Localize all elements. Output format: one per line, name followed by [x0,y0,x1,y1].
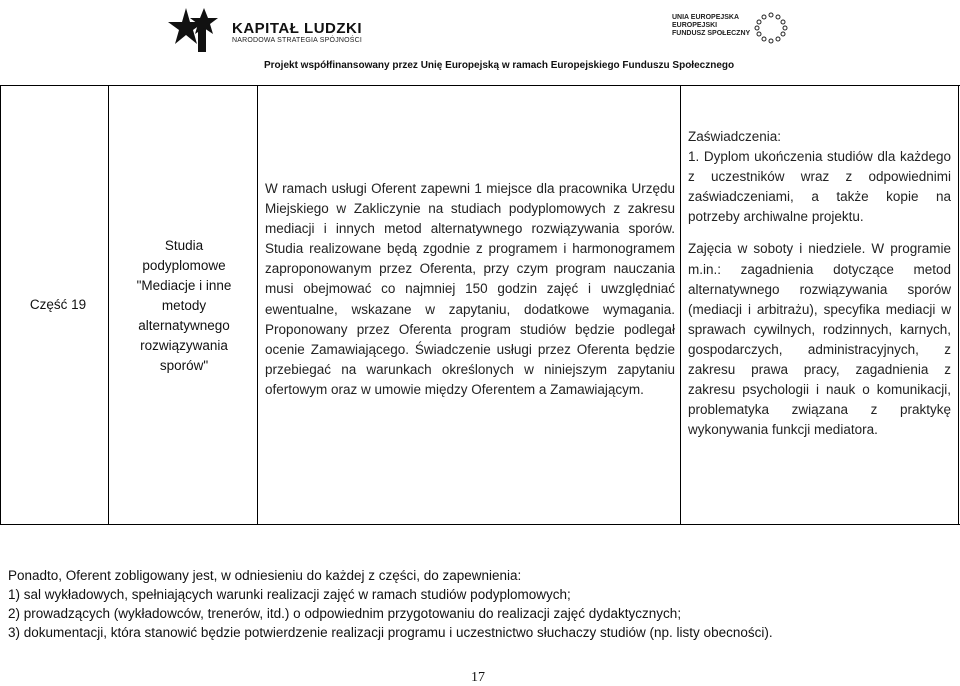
cofinancing-note: Projekt współfinansowany przez Unię Europejską w ramach Europejskiego Funduszu Społecznego [264,60,735,71]
table-divider-2 [257,85,258,525]
table-border-left [0,85,1,525]
obligation-item: 1) sal wykładowych, spełniających warunki realizacji zajęć w ramach studiów podyplomowych; [8,587,571,602]
eu-line-2: EUROPEJSKI [672,22,718,29]
page-header [0,0,960,80]
certificates-text: 1. Dyplom ukończenia studiów dla każdego z uczestników wraz z odpowiednimi zaświadczeniami, a także kopie na potrzeby archiwalne projektu. [688,149,951,225]
table-border-bottom [0,524,960,525]
service-description: W ramach usługi Oferent zapewni 1 miejsce dla pracownika Urzędu Miejskiego w Zakliczynie na studiach podyplomowych z zakresu mediacji i innych metod alternatywnego rozwiązywania sporów. Studia realizowane będą zgodnie z programem i harmonogramem zaproponowanym przez Oferenta, przy czym program nauczania musi obejmować co najmniej 150 godzin zajęć i uwzględniać ewentualne, wskazane w zapytaniu, dodatkowe wymagania. Proponowany przez Oferenta program studiów będzie podlegał ocenie Zamawiającego. Świadczenie usługi przez Oferenta będzie przebiegać na warunkach określonych w niniejszym zapytaniu ofertowym oraz w umowie między Oferentem a Zamawiającym. [265,181,675,397]
requirements-cell [688,127,951,440]
table-divider-3 [680,85,681,525]
eu-line-3: FUNDUSZ SPOŁECZNY [672,30,751,37]
schedule-text: Zajęcia w soboty i niedziele. W programie m.in.: zagadnienia dotyczące metod alternatywnego rozwiązywania sporów (mediacji i arbitrażu), specyfika mediacji w sprawach cywilnych, rodzinnych, karnych, gospodarczych, administracyjnych, z zakresu prawa pracy, zagadnienia z zakresu psychologii i nauk o komunikacji, problematyka związana z praktykę wykonywania funkcji mediatora. [688,241,951,438]
eu-line-1: UNIA EUROPEJSKA [672,14,740,21]
kapital-ludzki-subtitle: NARODOWA STRATEGIA SPÓJNOŚCI [232,37,363,44]
page-number: 17 [471,670,485,685]
certificates-heading: Zaświadczenia: [688,129,782,144]
obligation-item: 3) dokumentacji, która stanowić będzie potwierdzenie realizacji programu i uczestnictwo słuchaczy studiów (np. listy obecności). [8,625,773,640]
part-label: Część 19 [29,297,87,312]
obligations-section [8,566,953,642]
obligations-intro: Ponadto, Oferent zobligowany jest, w odniesieniu do każdej z części, do zapewnienia: [8,568,522,583]
table-divider-1 [108,85,109,525]
services-table [0,85,960,525]
program-name: Studia podyplomowe "Mediacje i inne metody alternatywnego rozwiązywania sporów" [136,238,232,373]
kapital-ludzki-logo-icon [168,6,228,54]
eu-text [672,14,750,38]
obligation-item: 2) prowadzących (wykładowców, trenerów, itd.) o odpowiednim przygotowaniu do realizacji zajęć dydaktycznych; [8,606,682,621]
eu-flag-icon [748,10,794,46]
table-border-top [0,85,960,86]
kapital-ludzki-title: KAPITAŁ LUDZKI [232,20,363,37]
table-border-right [958,85,959,525]
